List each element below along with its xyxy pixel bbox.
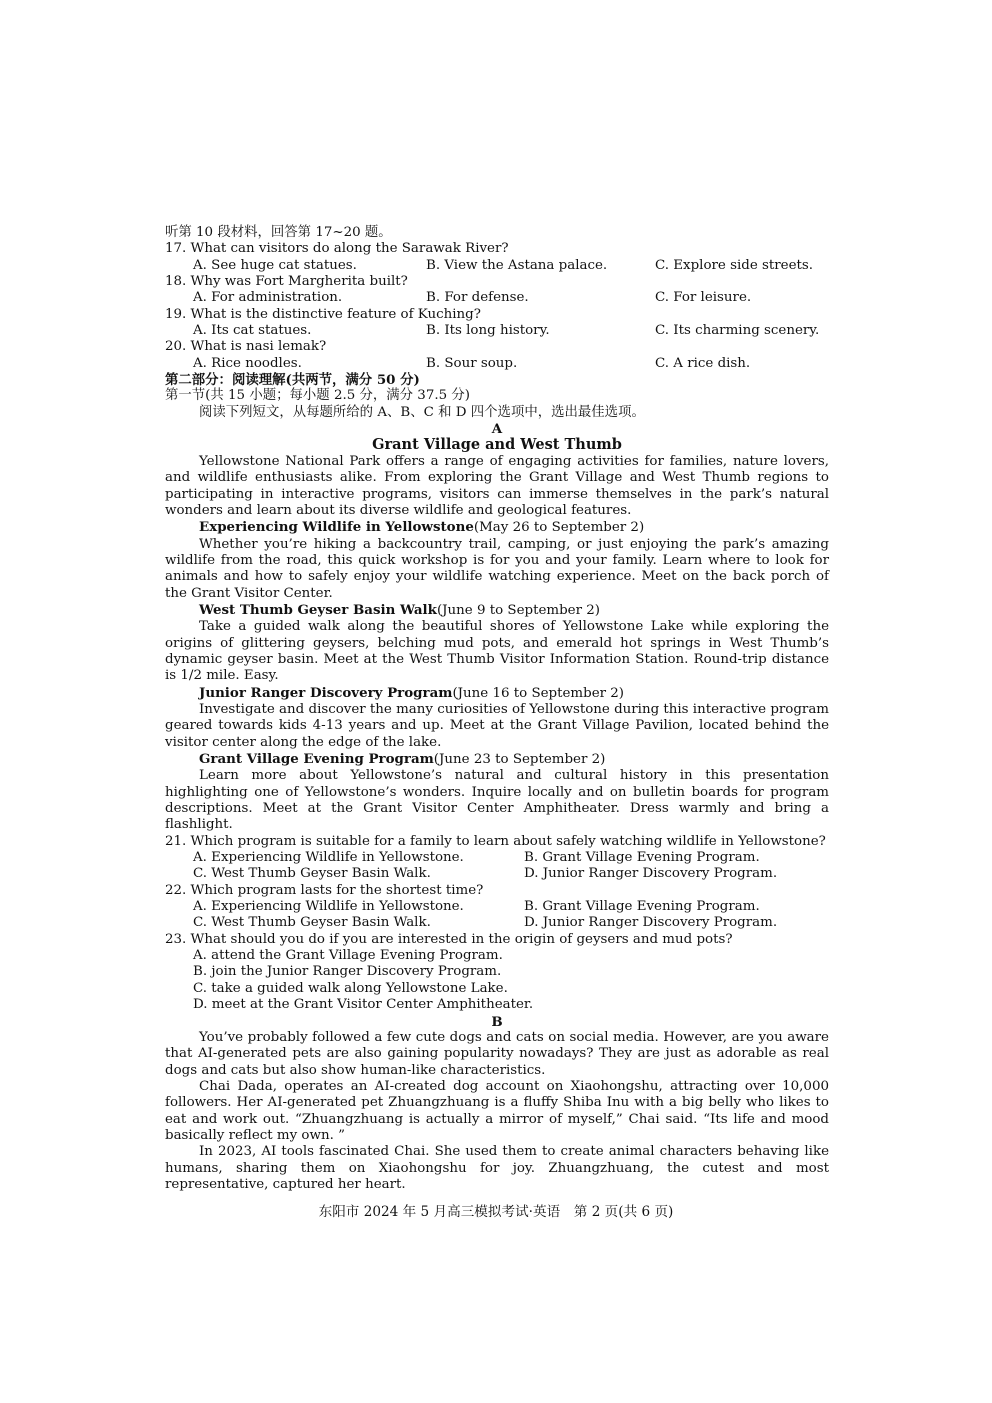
page-footer: 东阳市 2024 年 5 月高三模拟考试·英语 第 2 页(共 6 页) [318, 1204, 674, 1220]
option-c: C. A rice dish. [655, 355, 751, 371]
program-dates: (May 26 to September 2) [473, 520, 645, 536]
program-name: Grant Village Evening Program [199, 751, 434, 767]
reading-instruction: 阅读下列短文，从每题所给的 A、B、C 和 D 四个选项中，选出最佳选项。 [199, 404, 645, 420]
program-name: Junior Ranger Discovery Program [199, 684, 453, 701]
option-b: B. Its long history. [426, 323, 550, 339]
question-text: 20. What is nasi lemak? [165, 339, 327, 355]
listening-intro: 听第 10 段材料，回答第 17~20 题。 [165, 225, 392, 240]
listening-question-17 [165, 241, 829, 274]
option-b: B. Grant Village Evening Program. [524, 850, 760, 866]
option-a: A. See huge cat statues. [193, 257, 357, 273]
program-name: West Thumb Geyser Basin Walk [199, 601, 437, 618]
option-c: C. Its charming scenery. [655, 323, 820, 339]
program-name: Experiencing Wildlife in Yellowstone [199, 519, 474, 536]
option-c: C. Explore side streets. [655, 257, 814, 273]
option-b: B. View the Astana palace. [426, 257, 608, 273]
question-text: 17. What can visitors do along the Sarawak River? [165, 241, 509, 257]
listening-question-20 [165, 339, 829, 372]
question-23 [165, 932, 829, 1014]
option-b: B. Grant Village Evening Program. [524, 899, 760, 915]
program-heading [165, 685, 829, 702]
section1-title: 第一节(共 15 小题；每小题 2.5 分，满分 37.5 分) [165, 388, 470, 404]
option-d: D. meet at the Grant Visitor Center Amphitheater. [193, 997, 534, 1013]
page-content [165, 225, 829, 1193]
option-b: B. Sour soup. [426, 355, 518, 371]
listening-question-18 [165, 274, 829, 307]
passage-a-title: Grant Village and West Thumb [372, 436, 622, 454]
passage-a-intro: Yellowstone National Park offers a range of engaging activities for families, nature lovers, and wildlife enthusiasts alike. From exploring the Grant Village and West Thumb regions to participating in interactive programs, visitors can immerse themselves in the park’s natural wonders and learn about its diverse wildlife and geological features. [165, 453, 829, 518]
program-heading [165, 602, 829, 619]
program-heading [165, 519, 829, 536]
option-b: B. join the Junior Ranger Discovery Program. [193, 964, 502, 980]
program-dates: (June 23 to September 2) [433, 752, 606, 767]
option-c: C. For leisure. [655, 290, 752, 306]
question-text: 23. What should you do if you are interested in the origin of geysers and mud pots? [165, 931, 733, 947]
passage-b-paragraph: You’ve probably followed a few cute dogs and cats on social media. However, are you aware that AI-generated pets are also gaining popularity nowadays? They are just as adorable as real dogs and cats but also show human-like characteristics. [165, 1029, 829, 1078]
option-a: A. Experiencing Wildlife in Yellowstone. [193, 899, 464, 915]
option-c: C. West Thumb Geyser Basin Walk. [193, 915, 431, 931]
option-b: B. For defense. [426, 290, 529, 306]
passage-b-paragraph: In 2023, AI tools fascinated Chai. She used them to create animal characters behaving like humans, sharing them on Xiaohongshu for joy. Zhuangzhuang, the cutest and most representative, captured her heart. [165, 1144, 829, 1192]
passage-a-letter: A [491, 421, 503, 438]
program-description: Learn more about Yellowstone’s natural and cultural history in this presentation highlighting one of Yellowstone’s wonders. Inquire locally and on bulletin boards for program descriptions. Meet at the Grant Visitor Center Amphitheater. Dress warmly and bring a flashlight. [165, 768, 829, 833]
option-d: D. Junior Ranger Discovery Program. [524, 866, 778, 882]
question-text: 18. Why was Fort Margherita built? [165, 274, 408, 290]
question-text: 21. Which program is suitable for a family to learn about safely watching wildlife in Yellowstone? [165, 833, 826, 849]
question-text: 22. Which program lasts for the shortest time? [165, 882, 484, 898]
program-heading [165, 751, 829, 768]
option-a: A. Rice noodles. [193, 355, 302, 371]
option-c: C. take a guided walk along Yellowstone Lake. [193, 980, 508, 996]
option-c: C. West Thumb Geyser Basin Walk. [193, 866, 431, 882]
option-a: A. Experiencing Wildlife in Yellowstone. [193, 850, 464, 866]
option-a: A. Its cat statues. [193, 323, 312, 339]
part2-title: 第二部分：阅读理解(共两节，满分 50 分) [165, 372, 420, 389]
program-description: Investigate and discover the many curiosities of Yellowstone during this interactive program geared towards kids 4-13 years and up. Meet at the Grant Village Pavilion, located behind the visitor center along the edge of the lake. [165, 701, 830, 750]
program-dates: (June 9 to September 2) [436, 602, 601, 618]
program-description: Take a guided walk along the beautiful shores of Yellowstone Lake while exploring the origins of glittering geysers, belching mud pots, and emerald hot springs in West Thumb’s dynamic geyser basin. Meet at the West Thumb Visitor Information Station. Round-trip distance is 1/2 mile. Easy. [165, 619, 829, 684]
question-21 [165, 834, 829, 883]
option-a: A. For administration. [193, 290, 343, 306]
option-a: A. attend the Grant Village Evening Program. [193, 948, 503, 964]
listening-question-19 [165, 307, 829, 340]
program-dates: (June 16 to September 2) [452, 685, 625, 701]
program-description: Whether you’re hiking a backcountry trail, camping, or just enjoying the park’s amazing wildlife from the road, this quick workshop is for you and your family. Learn where to look for animals and how to safely enjoy your wildlife watching experience. Meet on the back porch of the Grant Visitor Center. [165, 536, 829, 601]
passage-b-paragraph: Chai Dada, operates an AI-created dog account on Xiaohongshu, attracting over 10,000 followers. Her AI-generated pet Zhuangzhuang is a fluffy Shiba Inu with a big belly who likes to eat and work out. “Zhuangzhuang is actually a mirror of myself,” Chai said. “Its life and mood basically reflect my own. ” [165, 1078, 829, 1143]
option-d: D. Junior Ranger Discovery Program. [524, 915, 778, 931]
question-text: 19. What is the distinctive feature of Kuching? [165, 306, 481, 322]
passage-b-letter: B [491, 1013, 503, 1030]
question-22 [165, 883, 829, 932]
